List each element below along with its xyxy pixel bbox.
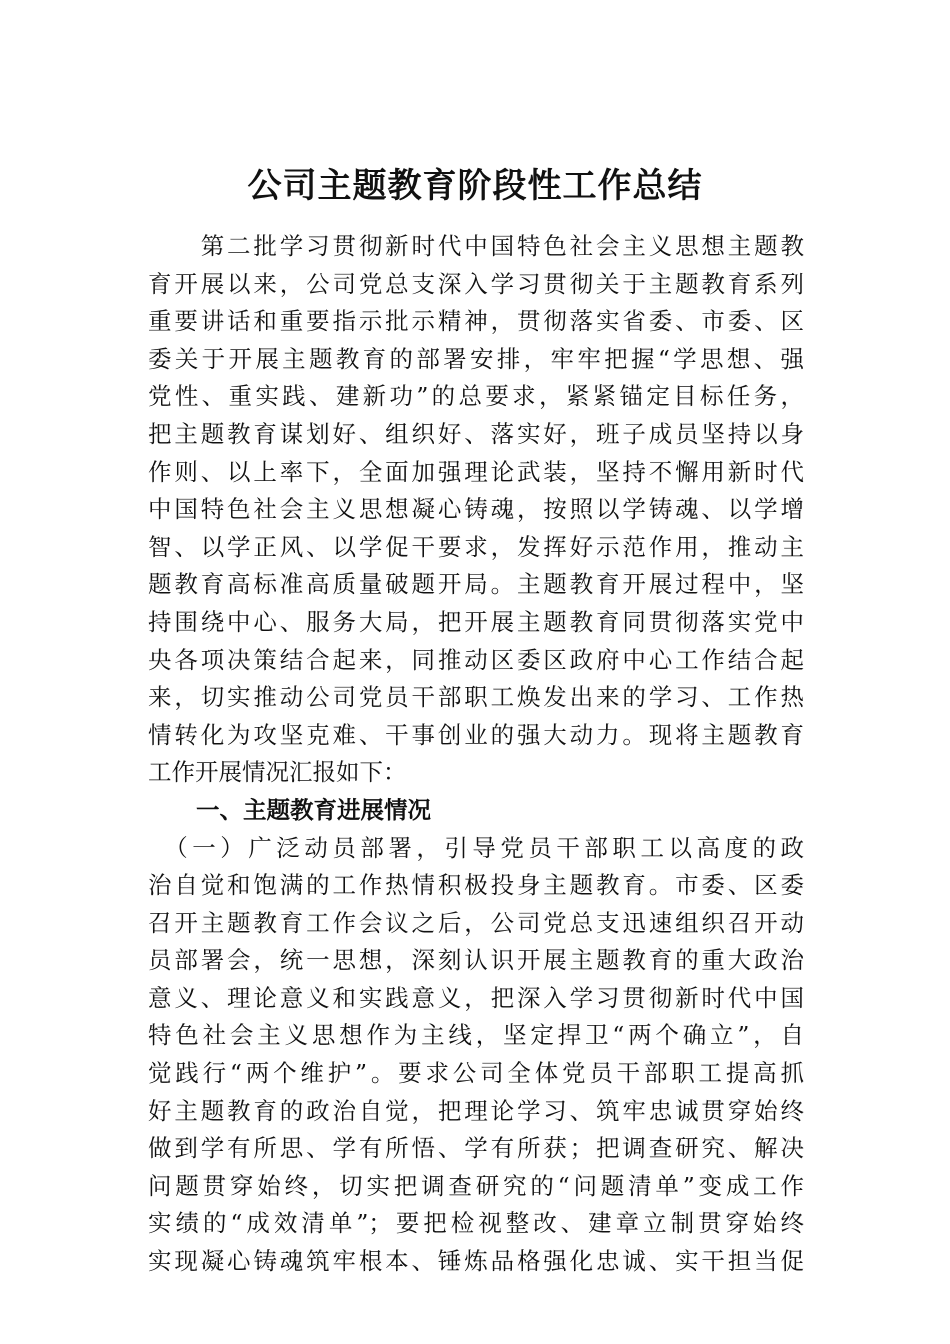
paragraph-line: 委关于开展主题教育的部署安排，牢牢把握“学思想、强: [148, 344, 804, 373]
paragraph-line: 问题贯穿始终，切实把调查研究的“问题清单”变成工作: [148, 1171, 804, 1200]
paragraph-line: 党性、重实践、建新功”的总要求，紧紧锚定目标任务，: [148, 382, 804, 411]
paragraph-line: 情转化为攻坚克难、干事创业的强大动力。现将主题教育: [148, 720, 804, 749]
paragraph-line: 工作开展情况汇报如下：: [148, 758, 407, 787]
paragraph-line: 做到学有所思、学有所悟、学有所获；把调查研究、解决: [148, 1134, 804, 1163]
paragraph-line: 把主题教育谋划好、组织好、落实好，班子成员坚持以身: [148, 419, 804, 448]
paragraph-line: 意义、理论意义和实践意义，把深入学习贯彻新时代中国: [148, 983, 804, 1012]
paragraph-line: 实绩的“成效清单”；要把检视整改、建章立制贯穿始终: [148, 1209, 804, 1238]
paragraph-line: 觉践行“两个维护”。要求公司全体党员干部职工提高抓: [148, 1059, 804, 1088]
paragraph-line: 特色社会主义思想作为主线，坚定捍卫“两个确立”，自: [148, 1021, 804, 1050]
section-heading: 一、主题教育进展情况: [196, 795, 431, 824]
paragraph-line: 智、以学正风、以学促干要求，发挥好示范作用，推动主: [148, 532, 804, 561]
paragraph-line: 召开主题教育工作会议之后，公司党总支迅速组织召开动: [148, 908, 804, 937]
document-body: [148, 228, 804, 1281]
paragraph-line: 题教育高标准高质量破题开局。主题教育开展过程中，坚: [148, 570, 804, 599]
paragraph-line: 育开展以来，公司党总支深入学习贯彻关于主题教育系列: [148, 269, 804, 298]
paragraph-line: （一）广泛动员部署，引导党员干部职工以高度的政: [148, 833, 804, 862]
paragraph-line: 持围绕中心、服务大局，把开展主题教育同贯彻落实党中: [148, 607, 804, 636]
paragraph-line: 好主题教育的政治自觉，把理论学习、筑牢忠诚贯穿始终: [148, 1096, 804, 1125]
paragraph-line: 来，切实推动公司党员干部职工焕发出来的学习、工作热: [148, 683, 804, 712]
paragraph-line: 中国特色社会主义思想凝心铸魂，按照以学铸魂、以学增: [148, 495, 804, 524]
paragraph-line: 第二批学习贯彻新时代中国特色社会主义思想主题教: [148, 232, 804, 260]
document-title: 公司主题教育阶段性工作总结: [247, 166, 703, 206]
paragraph-line: 治自觉和饱满的工作热情积极投身主题教育。市委、区委: [148, 871, 804, 900]
paragraph-line: 实现凝心铸魂筑牢根本、锤炼品格强化忠诚、实干担当促: [148, 1247, 804, 1276]
paragraph-line: 重要讲话和重要指示批示精神，贯彻落实省委、市委、区: [148, 307, 804, 336]
paragraph-line: 央各项决策结合起来，同推动区委区政府中心工作结合起: [148, 645, 804, 674]
paragraph-line: 作则、以上率下，全面加强理论武装，坚持不懈用新时代: [148, 457, 804, 486]
paragraph-line: 员部署会，统一思想，深刻认识开展主题教育的重大政治: [148, 946, 804, 975]
